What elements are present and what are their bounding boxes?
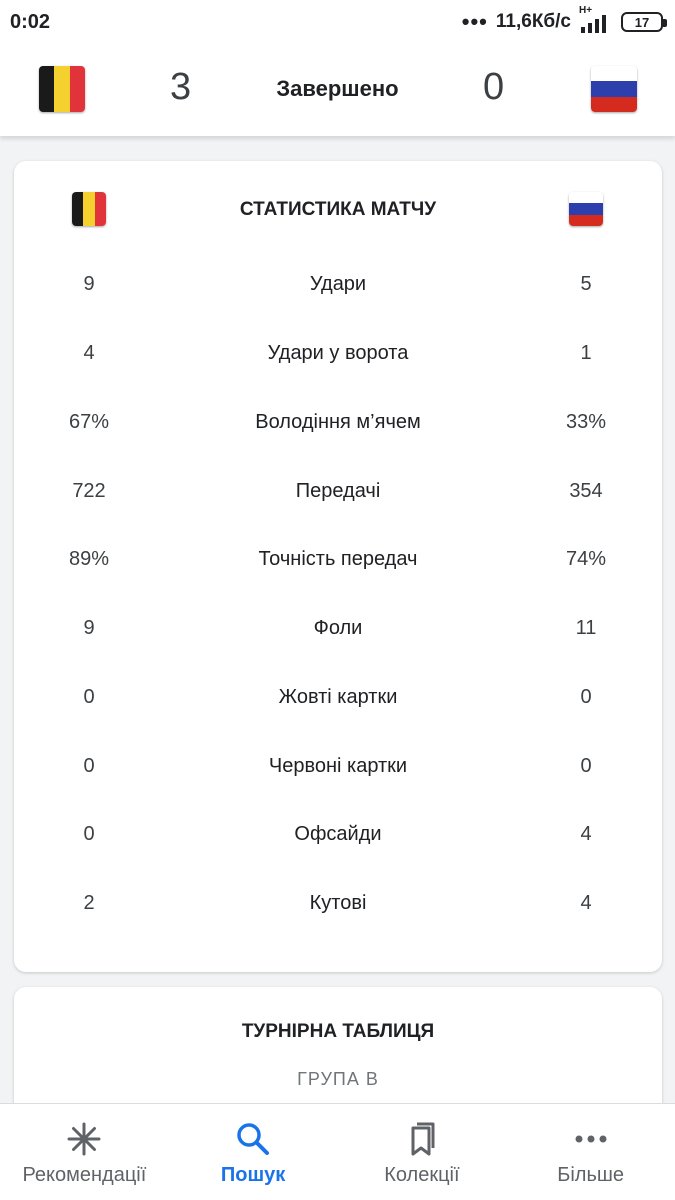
stat-home-value: 9 [83, 273, 95, 295]
stat-row [14, 333, 662, 373]
score-header[interactable] [0, 44, 675, 136]
stat-label: Удари у ворота [267, 342, 409, 364]
search-icon [234, 1120, 272, 1158]
stat-away-value: 4 [580, 892, 592, 914]
signal-icon [579, 5, 613, 33]
away-score: 0 [483, 66, 505, 108]
battery-icon [621, 12, 663, 32]
asterisk-icon [65, 1120, 103, 1158]
notification-dots-icon: ••• [461, 9, 488, 34]
stat-away-value: 4 [580, 823, 592, 845]
network-speed: 11,6Кб/с [495, 11, 571, 32]
stat-home-value: 2 [83, 892, 95, 914]
stat-home-value: 0 [83, 686, 95, 708]
stat-home-value: 0 [83, 823, 95, 845]
stat-label: Точність передач [258, 548, 418, 570]
stat-row [14, 814, 662, 854]
stat-label: Жовті картки [278, 686, 398, 708]
stat-away-value: 5 [580, 273, 592, 295]
more-dots-icon [572, 1120, 610, 1158]
stat-row [14, 402, 662, 442]
stat-label: Фоли [313, 617, 363, 639]
russia-flag-icon [591, 66, 637, 112]
stat-away-value: 1 [580, 342, 592, 364]
stat-label: Червоні картки [268, 755, 408, 777]
nav-item-more[interactable] [506, 1104, 675, 1200]
group-label: ГРУПА B [297, 1069, 379, 1089]
network-type: H+ [579, 5, 593, 16]
match-status: Завершено [276, 76, 399, 101]
nav-label: Пошук [220, 1164, 286, 1186]
stat-away-value: 354 [569, 480, 603, 502]
stat-home-value: 4 [83, 342, 95, 364]
nav-label: Більше [557, 1164, 625, 1186]
stat-row [14, 677, 662, 717]
stat-home-value: 9 [83, 617, 95, 639]
nav-item-collections[interactable] [338, 1104, 507, 1200]
stat-home-value: 722 [72, 480, 106, 502]
nav-item-recommendations[interactable] [0, 1104, 169, 1200]
stat-away-value: 74% [565, 548, 607, 570]
stat-home-value: 67% [68, 411, 110, 433]
russia-flag-icon [569, 192, 603, 226]
nav-label: Колекції [384, 1164, 460, 1186]
stat-row [14, 608, 662, 648]
stat-label: Офсайди [294, 823, 382, 845]
nav-label: Рекомендації [22, 1164, 147, 1186]
stat-home-value: 0 [83, 755, 95, 777]
status-indicators [461, 5, 663, 34]
stat-home-value: 89% [68, 548, 110, 570]
stat-row [14, 883, 662, 923]
stat-row [14, 471, 662, 511]
home-score: 3 [170, 66, 192, 108]
bottom-nav [0, 1103, 675, 1200]
stats-title: СТАТИСТИКА МАТЧУ [239, 199, 437, 220]
nav-item-search[interactable] [169, 1104, 338, 1200]
bookmarks-icon [403, 1120, 441, 1158]
stat-away-value: 0 [580, 755, 592, 777]
status-bar [0, 0, 675, 44]
stat-row [14, 539, 662, 579]
stat-label: Кутові [309, 892, 367, 914]
status-time: 0:02 [10, 10, 51, 33]
stat-away-value: 11 [575, 617, 597, 639]
stat-away-value: 0 [580, 686, 592, 708]
stat-away-value: 33% [565, 411, 607, 433]
stat-row [14, 264, 662, 304]
match-stats-card [14, 161, 662, 972]
stat-label: Удари [309, 273, 367, 295]
stat-label: Володіння м’ячем [255, 411, 421, 433]
stat-label: Передачі [295, 480, 381, 502]
battery-level: 17 [634, 14, 650, 30]
stat-row [14, 746, 662, 786]
standings-title: ТУРНІРНА ТАБЛИЦЯ [241, 1021, 435, 1042]
